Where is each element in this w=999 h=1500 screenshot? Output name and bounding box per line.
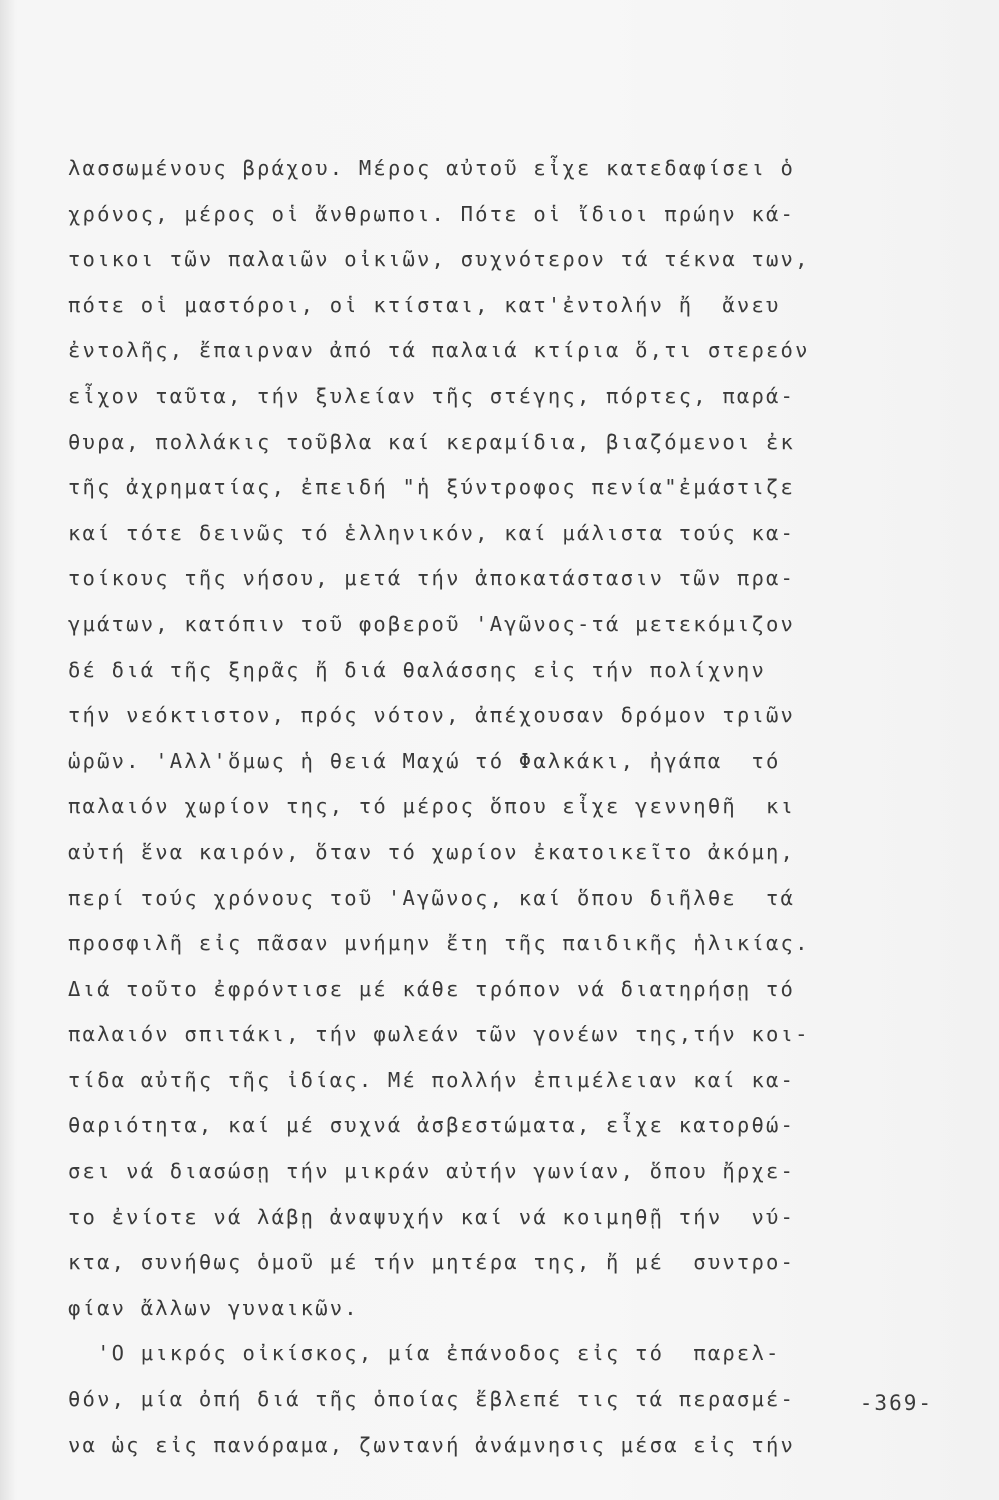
- text-line: παλαιόν χωρίον της, τό μέρος ὅπου εἶχε γεννηθῆ κι: [68, 794, 796, 819]
- text-line: λασσωμένους βράχου. Μέρος αὐτοῦ εἶχε κατεδαφίσει ὁ: [68, 156, 796, 180]
- text-line: αὐτή ἕνα καιρόν, ὅταν τό χωρίον ἐκατοικεῖτο ἀκόμη,: [68, 839, 796, 864]
- text-line: σει νά διασώσῃ τήν μικράν αὐτήν γωνίαν, ὅπου ἤρχε-: [68, 1159, 796, 1184]
- text-line: να ὡς εἰς πανόραμα, ζωντανή ἀνάμνησις μέσα εἰς τήν: [68, 1432, 796, 1457]
- text-line: δέ διά τῆς ξηρᾶς ἤ διά θαλάσσης εἰς τήν πολίχνην: [68, 657, 767, 682]
- text-line: εἶχον ταῦτα, τήν ξυλείαν τῆς στέγης, πόρτες, παρά-: [68, 383, 796, 408]
- page-number: -369-: [859, 1391, 933, 1415]
- typewritten-text-block: [68, 146, 930, 1468]
- text-line: τήν νεόκτιστον, πρός νότον, ἀπέχουσαν δρόμον τριῶν: [68, 703, 796, 728]
- text-line: τοικοι τῶν παλαιῶν οἰκιῶν, συχνότερον τά τέκνα των,: [68, 247, 810, 272]
- text-line: θαριότητα, καί μέ συχνά ἀσβεστώματα, εἶχε κατορθώ-: [68, 1113, 796, 1138]
- text-line: το ἐνίοτε νά λάβῃ ἀναψυχήν καί νά κοιμηθῇ τήν νύ-: [68, 1204, 796, 1229]
- text-line: θυρα, πολλάκις τοῦβλα καί κεραμίδια, βιαζόμενοι ἐκ: [68, 429, 796, 454]
- text-line: ἐντολῆς, ἔπαιρναν ἀπό τά παλαιά κτίρια ὅ,τι στερεόν: [68, 338, 810, 363]
- text-line: φίαν ἄλλων γυναικῶν.: [68, 1295, 359, 1320]
- text-line: περί τούς χρόνους τοῦ 'Αγῶνος, καί ὅπου διῆλθε τά: [68, 885, 796, 910]
- text-line: 'Ο μικρός οἰκίσκος, μία ἐπάνοδος εἰς τό παρελ-: [68, 1341, 781, 1366]
- text-line: καί τότε δεινῶς τό ἑλληνικόν, καί μάλιστα τούς κα-: [68, 520, 796, 545]
- text-line: χρόνος, μέρος οἱ ἄνθρωποι. Πότε οἱ ἴδιοι πρώην κά-: [68, 201, 796, 226]
- text-line: τοίκους τῆς νήσου, μετά τήν ἀποκατάστασιν τῶν πρα-: [68, 566, 796, 591]
- page-left-edge: [0, 0, 14, 1500]
- text-line: τίδα αὐτῆς τῆς ἰδίας. Μέ πολλήν ἐπιμέλειαν καί κα-: [68, 1067, 796, 1092]
- text-line: γμάτων, κατόπιν τοῦ φοβεροῦ 'Αγῶνος-τά μετεκόμιζον: [68, 611, 796, 636]
- text-line: κτα, συνήθως ὁμοῦ μέ τήν μητέρα της, ἤ μέ συντρο-: [68, 1250, 796, 1275]
- text-line: Διά τοῦτο ἐφρόντισε μέ κάθε τρόπον νά διατηρήσῃ τό: [68, 976, 796, 1001]
- text-line: προσφιλῆ εἰς πᾶσαν μνήμην ἔτη τῆς παιδικῆς ἡλικίας.: [68, 931, 810, 956]
- text-line: πότε οἱ μαστόροι, οἱ κτίσται, κατ'ἐντολήν ἤ ἄνευ: [68, 292, 781, 317]
- text-line: θόν, μία ὀπή διά τῆς ὁποίας ἔβλεπέ τις τά περασμέ-: [68, 1387, 796, 1412]
- text-line: ὡρῶν. 'Αλλ'ὅμως ἡ θειά Μαχώ τό Φαλκάκι, ἠγάπα τό: [68, 748, 781, 773]
- text-line: τῆς ἀχρηματίας, ἐπειδή "ἡ ξύντροφος πενία"ἐμάστιζε: [68, 475, 796, 500]
- text-line: παλαιόν σπιτάκι, τήν φωλεάν τῶν γονέων της,τήν κοι-: [68, 1022, 810, 1047]
